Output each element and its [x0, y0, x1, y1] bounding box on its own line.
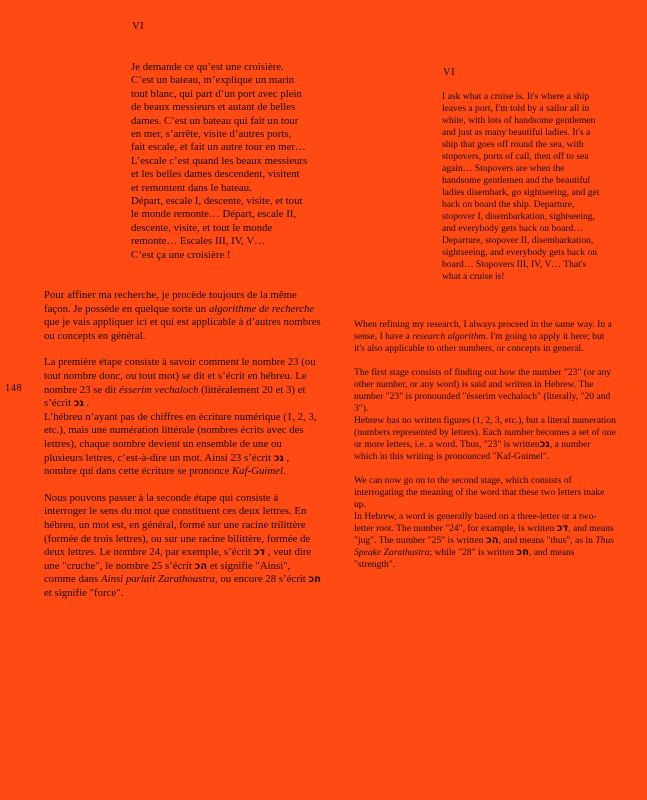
french-poem: [131, 61, 341, 262]
italic-term: algorithme de recherche: [208, 302, 315, 315]
english-poem-text: I ask what a cruise is. It's where a ship leaves a port, I'm told by a sailor all in white, with lots of handsome gentlemen and just as many beautiful ladies. It's a ship that goes off round the sea, with stopovers, ports of call, then off to sea again… Stopovers are when the handsome gentlemen and the beautiful ladies disembark, go sightseeing, and get back on board the ship. Departure, stopover I, disembarkation, sightseeing, and everybody gets back on board… Departure, stopover II, disembarkation, sightseeing, and everybody gets back on board… Stopovers III, IV, V… That's what a cruise is!: [442, 91, 600, 282]
poem-line: descente, visite, et tout le monde: [131, 221, 273, 234]
text-run: Nous pouvons passer à la seconde étape qui consiste à interroger le sens du mot que constituent ces deux lettres. En hébreu, un mot est, en général, formé sur une racine trilittère (formée de trois lettres), ou sur une racine bilittère, formée de deux lettres. Le nombre 24, par exemple, s’écrit: [44, 491, 311, 559]
hebrew-letters: דכ: [253, 547, 266, 559]
text-run: . I'm going to apply it here; but it's also applicable to other numbers, or concepts in general.: [354, 331, 605, 354]
hebrew-letters: חכ: [516, 547, 529, 558]
text-run: .: [83, 397, 90, 410]
text-run: , nombre qui dans cette écriture se prononce: [44, 451, 290, 478]
english-paragraph-5: [354, 511, 616, 571]
hebrew-letters: דכ: [556, 523, 569, 534]
text-run: .: [282, 465, 286, 478]
text-run: La première étape consiste à savoir comment le nombre 23 (ou tout nombre donc, ou tout mot) se dit et s’écrit en hébreu. Le nombre 23 se dit: [44, 356, 316, 396]
poem-line: de beaux messieurs et autant de belles: [131, 101, 296, 114]
text-run: et signifie "Ainsi", comme dans: [44, 559, 291, 586]
text-run: (littéralement 20 et 3) et s’écrit: [44, 383, 306, 410]
french-paragraph-2: [44, 356, 322, 410]
poem-line: Départ, escale I, descente, visite, et tout: [131, 195, 303, 208]
italic-term: Kaf-Guimel: [231, 465, 283, 478]
poem-line: et les belles dames descendent, visitent: [131, 168, 300, 181]
text-run: que je vais appliquer ici et qui est applicable à d’autres nombres ou concepts en général.: [44, 316, 321, 342]
italic-term: research algorithm: [412, 331, 486, 342]
hebrew-letters: חכ: [308, 574, 322, 586]
poem-line: remonte… Escales III, IV, V…: [131, 235, 265, 248]
text-run: , and means "thus", as in: [498, 535, 596, 546]
poem-line: dames. C’est un bateau qui fait un tour: [131, 114, 299, 127]
text-run: , ou encore 28 s’écrit: [214, 573, 309, 586]
text-run: L’hébreu n’ayant pas de chiffres en écriture numérique (1, 2, 3, etc.), mais une numération littérale (nombres écrits avec des lettres), chaque nombre devient un ensemble de une ou plusieurs lettres, c’est-à-dire un mot. Ainsi 23 s’écrit: [44, 410, 317, 464]
hebrew-letters: הכ: [485, 535, 499, 546]
french-paragraph-4: [44, 492, 322, 601]
text-run: , and means "strength".: [354, 547, 575, 570]
poem-line: et remontent dans le bateau.: [131, 181, 252, 194]
text-run: In Hebrew, a word is generally based on a three-letter or a two-letter root. The number "24", for example, is written: [354, 511, 597, 534]
poem-line: L’escale c’est quand les beaux messieurs: [131, 154, 308, 167]
poem-line: C’est ça une croisière !: [131, 248, 231, 261]
text-run: Hebrew has no written figures (1, 2, 3, etc.), but a literal numeration (numbers represented by letters). Each number becomes a set of one or more letters, i.e. a word. Thus, "23" is written: [354, 415, 616, 450]
text-run: , and means "jug". The number "25" is written: [354, 523, 614, 546]
text-run: ; while "28" is written: [429, 547, 517, 558]
hebrew-letters: הכ: [194, 560, 208, 572]
english-body: [354, 319, 616, 571]
italic-term: ésserim vechaloch: [118, 383, 199, 396]
english-paragraph-1: [354, 319, 616, 355]
hebrew-letters: גכ: [539, 439, 550, 450]
french-paragraph-1: [44, 289, 322, 343]
page-number: 148: [5, 383, 23, 394]
text-run: et signifie "force".: [44, 586, 124, 599]
english-paragraph-4: We can now go on to the second stage, which consists of interrogating the meaning of the word that these two letters make up.: [354, 475, 605, 510]
french-paragraph-3: [44, 411, 322, 479]
poem-line: tout blanc, qui part d’un port avec plein: [131, 87, 302, 100]
english-section-number: VI: [443, 67, 456, 78]
hebrew-letters: גכ: [273, 452, 284, 464]
text-run: Pour affiner ma recherche, je procède toujours de la même façon. Je possède en quelque sorte un: [44, 289, 297, 315]
text-run: , a number which in this writing is pronounced "Kaf-Guimel".: [354, 439, 591, 462]
italic-term: Thus Speake Zarathustra: [354, 535, 614, 558]
french-body: [44, 289, 322, 600]
text-run: When refining my research, I always proceed in the same way. In a sense, I have a: [354, 319, 612, 342]
poem-line: C’est un bateau, m’explique un marin: [131, 74, 295, 87]
english-poem: [442, 91, 602, 283]
poem-line: fait escale, et fait un autre tour en mer…: [131, 141, 306, 154]
hebrew-letters: גכ: [73, 398, 84, 410]
english-paragraph-3: [354, 415, 616, 463]
english-paragraph-2: The first stage consists of finding out how the number "23" (or any other number, or any word) is said and written in Hebrew. The number "23" is pronounded "ésserim vechaloch" (literally, "20 and 3").: [354, 367, 612, 414]
poem-line: en mer, s’arrête, visite d’autres ports,: [131, 128, 292, 141]
text-run: , veut dire une "cruche", le nombre 25 s’écrit: [44, 546, 312, 572]
poem-line: Je demande ce qu’est une croisière.: [131, 61, 284, 73]
poem-line: le monde remonte… Départ, escale II,: [131, 208, 297, 221]
french-section-number: VI: [132, 21, 145, 32]
italic-term: Ainsi parlait Zarathoustra: [100, 573, 215, 586]
